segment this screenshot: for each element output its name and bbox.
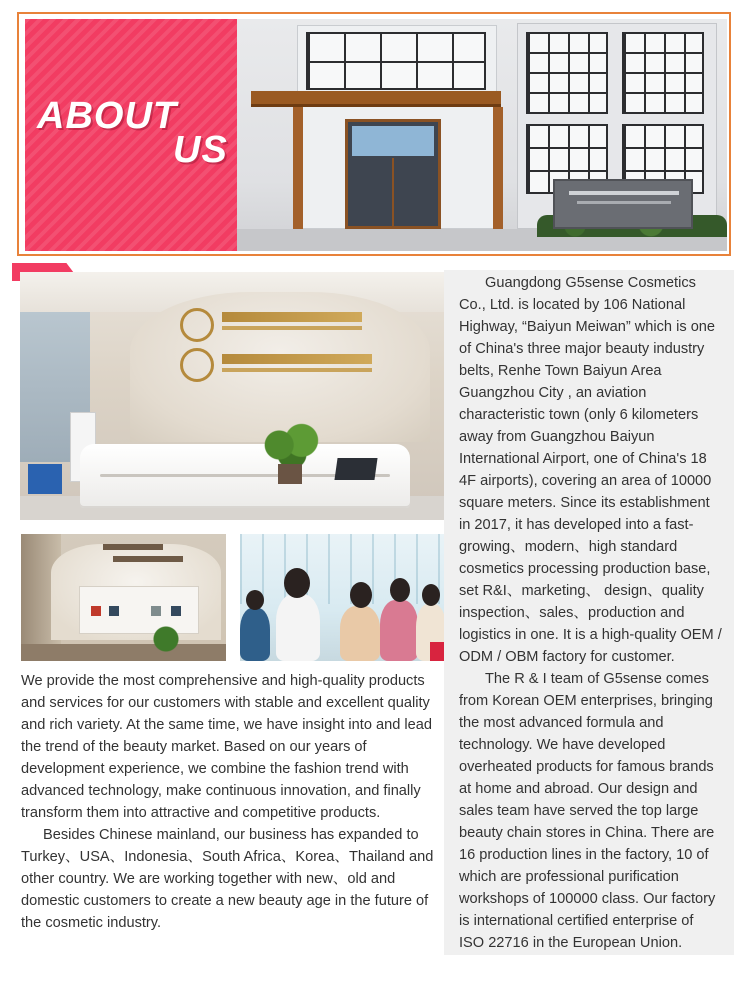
factory-building-image <box>237 19 727 251</box>
entrance-canopy <box>251 91 501 107</box>
wall-slogan <box>103 544 163 550</box>
canopy-post <box>293 107 303 229</box>
about-banner <box>17 12 731 256</box>
markets-paragraph: Besides Chinese mainland, our business has expanded to Turkey、USA、Indonesia、South Africa、Korea、Thailand and other country. We are working together with new、old and domestic customers to create a new beauty age in the future of the cosmetic industry. <box>21 827 434 931</box>
services-text-block <box>21 670 441 934</box>
visitor <box>340 606 380 661</box>
visitors-photo <box>240 534 444 661</box>
entrance-door <box>345 119 441 229</box>
company-name-sign <box>222 312 362 322</box>
intro-paragraph-team: The R & I team of G5sense comes from Korean OEM enterprises, bringing the most advanced formula and technology. We have developed overheated products for famous brands at home and abroad. Our design and sales team have served the top large beauty chain stores in China. There are 16 production lines in the factory, 10 of which are professional purification workshops of 100000 class. Our factory is international certified enterprise of ISO 22716 in the European Union. <box>459 671 716 951</box>
visitor <box>380 600 418 661</box>
visitor-head <box>246 590 264 610</box>
services-paragraph: We provide the most comprehensive and high-quality products and services for our customers with stable and excellent quality and rich variety. At the same time, we have insight into and lead the trend of the beauty market. Based on our years of development experience, we combine the fashion trend with advanced technology, make continuous innovation, and finally transform them into attractive and competitive products. <box>21 673 433 821</box>
company-sign-board <box>553 179 693 229</box>
company-intro-panel <box>444 270 734 955</box>
company-name-sign-sub <box>222 368 372 372</box>
entrance-screen <box>352 126 434 156</box>
plant <box>260 422 324 468</box>
plant <box>151 624 181 654</box>
visitor <box>276 594 320 661</box>
floor <box>21 644 226 661</box>
visitor-head <box>422 584 440 606</box>
display-item <box>171 606 181 616</box>
factory-hall <box>240 534 444 604</box>
blue-crate <box>28 464 62 494</box>
desk-monitor <box>334 458 377 480</box>
intro-paragraph-location: Guangdong G5sense Cosmetics Co., Ltd. is located by 106 National Highway, “Baiyun Meiwan” which is one of China's three major beauty industry belts, Renhe Town Baiyun Area Guangzhou City , an aviation characteristic town (only 6 kilometers away from Guangzhou Baiyun International Airport, one of China's 18 4F airports), covering an area of 10000 square meters. Since its establishment in 2017, it has developed into a fast-growing、modern、high standard cosmetics processing production base, set R&I、marketing、 design、quality inspection、sales、production and logistics in one. It is a high-quality OEM / ODM / OBM factory for customer. <box>459 275 722 665</box>
reception-photo <box>20 272 444 520</box>
banner-title-about: ABOUT <box>37 95 178 137</box>
display-item <box>109 606 119 616</box>
building-window <box>622 32 704 114</box>
canopy-post <box>493 107 503 229</box>
company-name-sign-sub <box>222 326 362 330</box>
sign-lettering <box>569 191 679 195</box>
visitor <box>240 608 270 661</box>
banner-title-panel <box>25 19 237 251</box>
building-window <box>306 32 486 90</box>
company-logo-icon <box>180 308 214 342</box>
company-name-sign <box>222 354 372 364</box>
sign-lettering <box>577 201 671 204</box>
visitor-head <box>284 568 310 598</box>
banner-title-us: US <box>173 129 228 171</box>
plant-pot <box>278 464 302 484</box>
red-accent <box>430 642 444 661</box>
display-item <box>151 606 161 616</box>
building-window <box>526 32 608 114</box>
company-logo-icon <box>180 348 214 382</box>
door-divider <box>392 158 394 228</box>
display-item <box>91 606 101 616</box>
showroom-photo <box>21 534 226 661</box>
visitor-head <box>350 582 372 608</box>
visitor-head <box>390 578 410 602</box>
wall-slogan <box>113 556 183 562</box>
